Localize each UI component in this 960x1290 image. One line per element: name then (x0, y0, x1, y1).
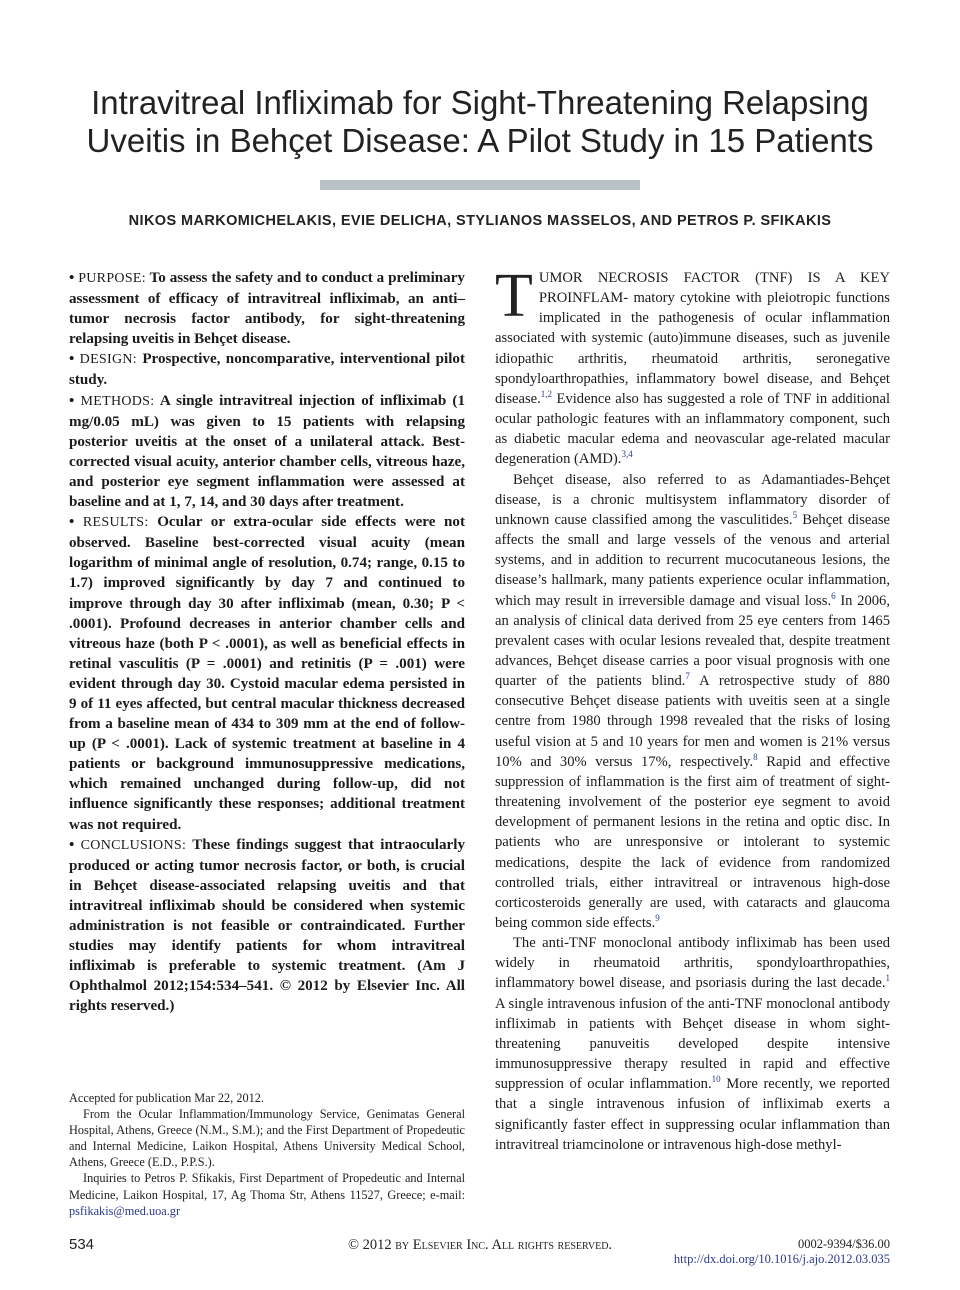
results-label: RESULTS: (82, 515, 149, 531)
abstract-design (69, 349, 465, 390)
reference-link[interactable]: 5 (792, 509, 798, 520)
lead-in-caps: UMOR NECROSIS FACTOR (TNF) IS A KEY PROINFLAM- (538, 270, 890, 307)
methods-label: METHODS: (80, 393, 155, 409)
p1-text-b: Evidence also has suggested a role of TNF in additional ocular pathologic features with an inflammatory component, such as diabetic macular edema and neovascular age-related macular degeneration (AMD). (495, 390, 890, 468)
p1-text-a: matory cytokine with pleiotropic functions implicated in the pathogenesis of ocular inflammation associated with systemic (auto)immune diseases, such as juvenile idiopathic arthritis, rheumatoid arthritis, seronegative spondyloarthropathies, inflammatory bowel disease, and Behçet disease. (495, 290, 890, 407)
article-title (60, 84, 900, 160)
reference-link[interactable]: 1 (885, 973, 890, 984)
abstract-purpose (69, 268, 465, 349)
p2-text-c: In 2006, an analysis of clinical data derived from 25 eye centers from 1465 prevalent cases with ocular lesions revealed that, despite treatment advances, Behçet disease carries a poor visual prognosis with one quarter of the patients blind. (495, 592, 890, 690)
author-list: NIKOS MARKOMICHELAKIS, EVIE DELICHA, STYLIANOS MASSELOS, AND PETROS P. SFIKAKIS (128, 213, 832, 229)
bullet-icon: • (69, 351, 75, 368)
footer-identifiers (674, 1237, 890, 1267)
p3-text-a: The anti-TNF monoclonal antibody infliximab has been used widely in rheumatoid arthritis, spondyloarthropathies, inflammatory bowel disease, and psoriasis during the last decade. (495, 935, 890, 992)
abstract-methods (69, 391, 465, 513)
p3-text-c: More recently, we reported that a single intravenous infusion of infliximab exerts a significantly faster effect in suppressing ocular inflammation than intravitreal triamcinolone or intravenous high-dose methyl- (495, 1076, 890, 1153)
inquiries-text: Inquiries to Petros P. Sfikakis, First Department of Propedeutic and Internal Medicine, Laikon Hospital, 17, Ag Thoma Str, Athens 11527, Greece; e-mail: (69, 1171, 465, 1202)
results-text: Ocular or extra-ocular side effects were not observed. Baseline best-corrected visual acuity (mean logarithm of minimal angle of resolution, 0.74; range, 0.15 to 1.7) improved significantly by day 7 and continued to improve through day 30 after infliximab (mean, 0.30; P < .0001). Profound decreases in anterior chamber cells and vitreous haze (both P < .0001), as well as beneficial effects in retinal vasculitis (P = .0001) and retinitis (P = .001) were evident through day 30. Cystoid macular edema persisted in 9 of 11 eyes affected, but central macular thickness decreased from a baseline mean of 434 to 309 mm at the end of follow-up (P < .0001). Lack of systemic treatment at baseline in 4 patients or background immunosuppressive medications, which remained unchanged during follow-up, did not influence significantly these responses; additional treatment was not required. (69, 514, 465, 833)
p2-text-e: Rapid and effective suppression of inflammation is the first aim of treatment of sight-threatening involvement of the posterior eye segment to avoid development of permanent lesions in the retina and optic disc. In patients who are unresponsive or intolerant to systemic medications, despite the lack of evidence from randomized controlled trials, either intravitreal or intravenous high-dose corticosteroids generally are used, with cataracts and glaucoma being common side effects. (495, 753, 890, 931)
reference-link[interactable]: 3,4 (621, 449, 633, 460)
conclusions-text: These findings suggest that intraocularly produced or acting tumor necrosis factor, or both, is crucial in Behçet disease-associated relapsing uveitis and that intravitreal infliximab should be considered when systemic administration is not feasible or contraindicated. Further studies may identify patients for whom intravitreal infliximab is preferable to systemic treatment. (69, 836, 465, 975)
reference-link[interactable]: 8 (753, 751, 758, 762)
accepted-date: Accepted for publication Mar 22, 2012. (69, 1091, 264, 1105)
p2-text-d: A retrospective study of 880 consecutive Behçet disease patients with uveitis seen at a single centre from 1980 through 1998 revealed that the risks of losing useful vision at 5 and 10 years for men and women is 21% versus 10% and 30% versus 17%, respectively. (495, 673, 890, 770)
reference-link[interactable]: 7 (685, 671, 690, 682)
abstract-conclusions (69, 835, 465, 1017)
body-paragraph-2 (495, 470, 890, 934)
bullet-icon: • (69, 270, 75, 286)
p2-text-b: Behçet disease affects the small and large vessels of the venous and arterial systems, and in addition to recurrent mucocutaneous lesions, the disease’s hallmark, many patients experience ocular inflammation, which may result in irreversible damage and visual loss. (495, 511, 890, 609)
reference-link[interactable]: 9 (655, 913, 660, 923)
journal-citation: (Am J Ophthalmol 2012;154:534–541. © 2012 by Elsevier Inc. All rights reserved.) (69, 958, 466, 1015)
issn-price: 0002-9394/$36.00 (797, 1237, 890, 1251)
abstract-results (69, 512, 465, 835)
design-text: Prospective, noncomparative, interventional pilot study. (69, 351, 465, 389)
bullet-icon: • (69, 514, 75, 531)
reference-link[interactable]: 1,2 (540, 388, 553, 399)
methods-text: A single intravitreal injection of infliximab (1 mg/0.05 mL) was given to 15 patients with relapsing posterior uveitis at the onset of a unilateral attack. Best-corrected visual acuity, anterior chamber cells, vitreous haze, and posterior eye segment inflammation were assessed at baseline and at 1, 7, 14, and 30 days after treatment. (69, 392, 466, 511)
body-paragraph-3 (495, 933, 890, 1155)
title-line-2: Uveitis in Behçet Disease: A Pilot Study in 15 Patients (86, 122, 874, 159)
doi-link[interactable]: http://dx.doi.org/10.1016/j.ajo.2012.03.035 (673, 1252, 890, 1266)
p2-text-a: Behçet disease, also referred to as Adamantiades-Behçet disease, is a chronic multisystem inflammatory disorder of unknown cause classified among the vasculitides. (495, 471, 890, 528)
purpose-text: To assess the safety and to conduct a preliminary assessment of efficacy of intravitreal infliximab, an anti–tumor necrosis factor antibody, for sight-threatening relapsing uveitis in Behçet disease. (69, 270, 465, 348)
footer-copyright: © 2012 by Elsevier Inc. All rights reserved. (347, 1237, 613, 1253)
abstract (69, 268, 465, 1016)
drop-cap: T (495, 262, 533, 330)
title-line-1: Intravitreal Infliximab for Sight-Threatening Relapsing (91, 84, 869, 121)
purpose-label: PURPOSE: (78, 271, 146, 286)
conclusions-label: CONCLUSIONS: (80, 837, 187, 853)
body-text (495, 262, 890, 1155)
inquiries-note (69, 1170, 465, 1218)
reference-link[interactable]: 10 (711, 1074, 721, 1085)
body-paragraph-1 (495, 262, 890, 470)
email-link[interactable]: psfikakis@med.uoa.gr (69, 1203, 181, 1218)
p3-text-b: A single intravenous infusion of the anti-TNF monoclonal antibody infliximab in patients with Behçet disease in whom sight-threatening panuveitis developed despite intensive immunosuppressive therapy resulted in rapid and effective suppression of ocular inflammation. (495, 995, 890, 1093)
bullet-icon: • (69, 392, 75, 409)
article-notes (69, 1090, 465, 1219)
bullet-icon: • (69, 836, 75, 853)
reference-link[interactable]: 6 (831, 590, 836, 601)
title-divider (320, 180, 640, 190)
affiliation-note: From the Ocular Inflammation/Immunology Service, Genimatas General Hospital, Athens, Greece (N.M., S.M.); and the First Department of Propedeutic and Internal Medicine, Laikon Hospital, Athens University Medical School, Athens, Greece (E.D., P.P.S.). (69, 1107, 465, 1170)
page-number: 534 (69, 1236, 95, 1253)
design-label: DESIGN: (79, 352, 137, 368)
